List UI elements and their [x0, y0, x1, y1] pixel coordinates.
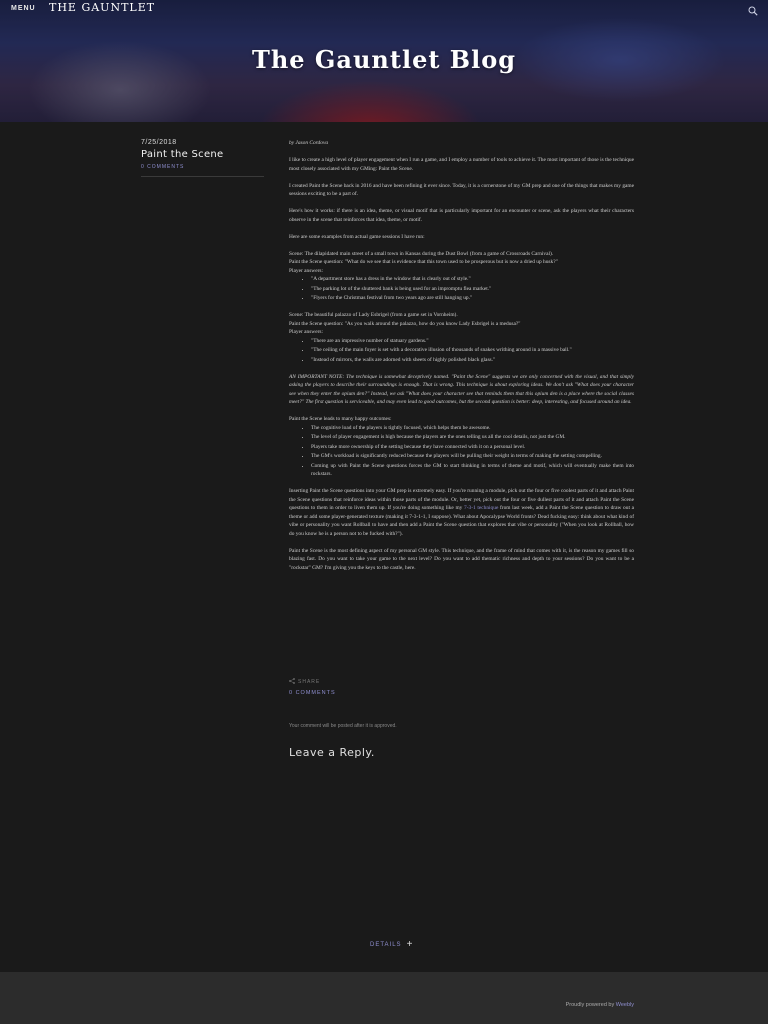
weebly-link[interactable]: Weebly — [615, 1002, 634, 1008]
list-item: • The cognitive load of the players is tightly focused, which helps them be awesome. — [311, 424, 634, 433]
list-item: • "Flyers for the Christmas festival from two years ago are still hanging up." — [311, 294, 634, 303]
footer — [0, 972, 768, 1024]
post-comments-count[interactable]: 0 COMMENTS — [141, 164, 185, 170]
list-item: • "There are an impressive number of statuary gardens." — [311, 337, 634, 346]
post-date: 7/25/2018 — [141, 139, 177, 146]
paragraph: Here's how it works: if there is an idea, theme, or visual motif that is particularly important for an encounter or scene, ask the players what their characters observe in the scene that reinforces that idea, theme, or motif. — [289, 208, 634, 223]
post-meta — [141, 139, 264, 177]
blog-title: The Gauntlet Blog — [252, 45, 516, 74]
list-item: • The level of player engagement is high because the players are the ones telling us all the cool details, not just the GM. — [311, 433, 634, 442]
site-name-link[interactable]: THE GAUNTLET — [49, 1, 156, 14]
example-scene: Scene: The beautiful palazzo of Lady Esbrigel (from a game set in Vornheim). — [289, 312, 458, 318]
example-answers-label: Player answers: — [289, 267, 323, 274]
post-title[interactable]: Paint the Scene — [141, 149, 224, 160]
powered-by: Proudly powered by Weebly — [565, 1002, 634, 1008]
example-question: Paint the Scene question: "As you walk around the palazzo, how do you know Lady Esbrigel is a medusa?" — [289, 320, 521, 327]
paragraph: Paint the Scene is the most defining aspect of my personal GM style. This technique, and the frame of mind that comes with it, is the reason my games fill so blazing fast. Do you want to take your game to the next level? Do you want to add thematic richness and depth to your sessions? Do you want to be a "rockstar" GM? I'm giving you the keys to the castle, here. — [289, 547, 634, 571]
menu-button[interactable]: MENU — [11, 5, 36, 12]
important-note: AN IMPORTANT NOTE: The technique is somewhat deceptively named. "Paint the Scene" suggests we are only concerned with the visual, and that simply asking the players to describe their surroundings is enough. That is wrong. This technique is about exploring ideas. We don't ask "What does your character see when they enter the opium den?" Instead, we ask "What does your character see that reminds them that this opium den is a place where the social classes meet?" The first question is serviceable, and may even lead to good outcomes, but the second question is better: deep, interesting, and focused around an idea. — [289, 373, 634, 405]
list-item: • "A department store has a dress in the window that is clearly out of style." — [311, 275, 634, 284]
example-scene: Scene: The dilapidated main street of a small town in Kansas during the Dust Bowl (from a game of Crossroads Carnival). — [289, 250, 554, 257]
share-icon — [289, 678, 295, 684]
example-answers-list — [311, 337, 634, 365]
details-toggle[interactable] — [370, 938, 413, 949]
approval-note: Your comment will be posted after it is approved. — [289, 723, 397, 729]
paragraph: Here are some examples from actual game sessions I have run: — [289, 233, 425, 240]
post-body — [289, 139, 634, 581]
list-item: • "Instead of mirrors, the walls are adorned with sheets of highly polished black glass." — [311, 356, 634, 365]
paragraph: Inserting Paint the Scene questions into your GM prep is extremely easy. If you're running a module, pick out the four or five coolest parts of it and attach Paint the Scene questions that reinforce ideas within those parts of the module. Or, better yet, pick out the four or five dullest parts of it and attach Paint the Scene questions to them in order to liven them up. If you're doing something like my 7-3-1 technique from last week, add a Paint the Scene question to draw out a theme or add some player-generated texture (making it 7-3-1-1, I suppose). What about Apocalypse World fronts? Dead fucking easy: think about what kind of vibe or personality you want Rollball to have and then add a Paint the Scene question that explores that vibe or personality ("When you look at Rollball, how do you know he is a person not to be fucked with?"). — [289, 488, 635, 537]
paragraph: I created Paint the Scene back in 2016 and have been refining it ever since. Today, it is a cornerstone of my GM prep and one of the things that makes my game sessions exciting to be a part of. — [289, 182, 634, 197]
byline: by Jason Cordova — [289, 140, 329, 146]
list-item: • Players take more ownership of the setting because they have connected with it on a personal level. — [311, 443, 634, 452]
outcomes-intro: Paint the Scene leads to many happy outcomes: — [289, 416, 392, 422]
share-button[interactable]: SHARE — [289, 678, 320, 685]
plus-icon: + — [406, 939, 414, 950]
example-answers-list — [311, 275, 634, 303]
outcomes-list — [311, 424, 634, 479]
list-item: • "The ceiling of the main foyer is set with a decorative illusion of thousands of snakes writhing around in a massive ball." — [311, 346, 634, 355]
details-label: DETAILS — [370, 942, 402, 948]
search-icon[interactable] — [748, 3, 758, 13]
list-item: • Coming up with Paint the Scene questions forces the GM to start thinking in terms of theme and motif, which will eventually make them into rockstars. — [311, 462, 634, 479]
example-question: Paint the Scene question: "What do we see that is evidence that this town used to be prosperous but is now a dried up husk?" — [289, 259, 558, 265]
meta-divider — [141, 176, 264, 177]
header-hero — [0, 0, 768, 122]
reply-heading: Leave a Reply. — [289, 746, 375, 759]
comments-link[interactable]: 0 COMMENTS — [289, 690, 336, 696]
list-item: • "The parking lot of the shuttered bank is being used for an impromptu flea market." — [311, 285, 634, 294]
technique-link[interactable]: 7-3-1 technique — [464, 505, 499, 511]
list-item: • The GM's workload is significantly reduced because the players will be pulling their weight in terms of making the setting compelling. — [311, 452, 634, 461]
example-answers-label: Player answers: — [289, 329, 323, 335]
paragraph: I like to create a high level of player engagement when I run a game, and I employ a number of tools to achieve it. The most important of those is the technique most closely associated with my GMing: Paint the Scene. — [289, 157, 634, 172]
